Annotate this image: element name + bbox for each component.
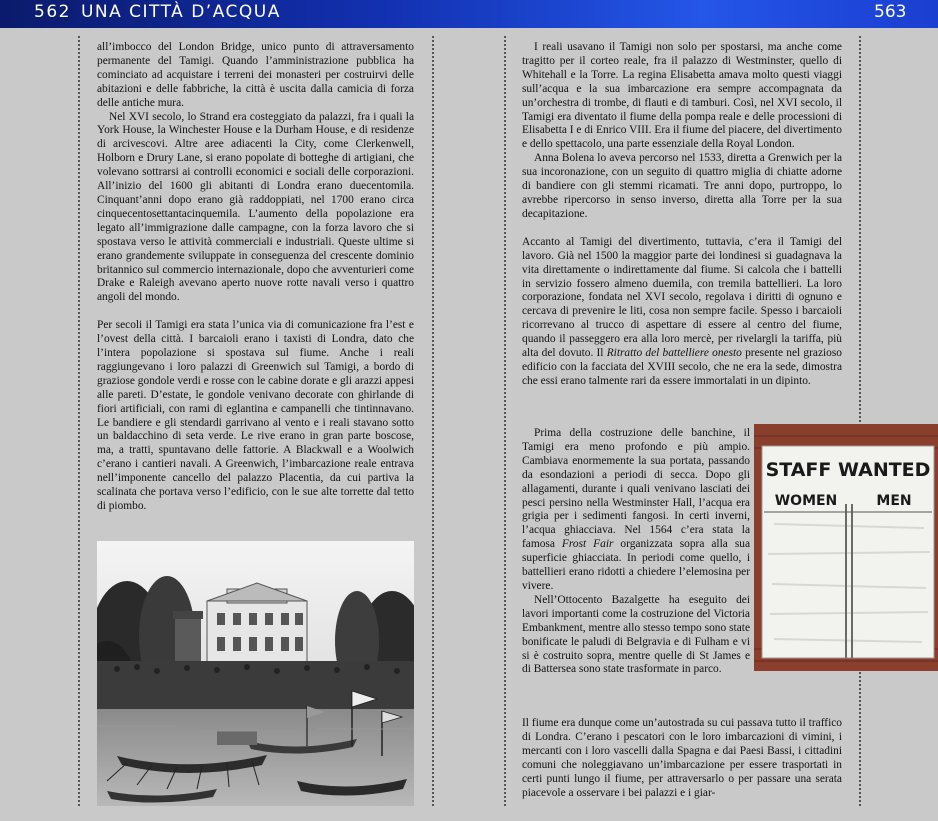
right-outer-rule: [859, 36, 861, 806]
engraving-illustration: [97, 541, 414, 806]
text-span: organizzata sopra alla sua superficie ghiacciata. In periodi come quello, i battellieri erano ridotti a chiedere l’elemosina per vivere.: [522, 538, 751, 592]
sign-line-1: STAFF WANTED: [765, 459, 931, 481]
sign-women: WOMEN: [774, 493, 838, 509]
staff-wanted-sign: [754, 424, 938, 671]
text-span: Prima della costruzione delle banchine, il Tamigi era meno profondo e più ampio. Cambiava enormemente la sua portata, passando da esondazioni a periodi di secca. Dopo gli allagamenti, durante i quali venivano lasciati dei pesci persino nella Westminster Hall, l’acqua era grigia per i sedimenti fangosi. In certi inverni, l’acqua ghiacciava. Nel 1564 c’era stata la famosa: [522, 427, 750, 551]
left-header: [34, 2, 281, 22]
paragraph: all’imbocco del London Bridge, unico punto di attraversamento permanente del Tamigi. Quando l’amministrazione pubblica ha cominciato ad acquistare i terreni dei monasteri per costruirvi delle abitazioni e delle fabbriche, la città è uscita dalla camicia di forza delle antiche mura.: [97, 41, 414, 109]
left-outer-rule: [78, 36, 80, 806]
text-span: presente nel grazioso edificio con la facciata del XVIII secolo, che ne era la sede, dimostra che essi erano talmente rari da essere immortalati in un dipinto.: [522, 347, 842, 387]
left-text-column: [97, 41, 414, 514]
right-text-narrow: [522, 427, 750, 677]
paragraph-embankment: [522, 427, 750, 594]
paragraph-boatmen: [522, 236, 842, 389]
right-inner-rule: [504, 36, 506, 806]
header-band: [0, 0, 938, 28]
italic-title: Ritratto del battelliere onesto: [606, 347, 742, 360]
paragraph: I reali usavano il Tamigi non solo per spostarsi, ma anche come tragitto per il corteo reale, fra il palazzo di Westminster, quello di Whitehall e la Torre. La regina Elisabetta amava molto questi viaggi sull’acqua e la sua imbarcazione era sempre accompagnata da un’orchestra di trombe, di flauti e di tamburi. Così, nel XVI secolo, il Tamigi era diventato il fiume della pompa reale e delle processioni di Elisabetta I e di Enrico VIII. Era il fiume del piacere, del divertimento e dello spettacolo, una parte essenziale della Royal London.: [522, 41, 842, 151]
section-title: UNA CITTÀ D’ACQUA: [80, 2, 281, 22]
right-page-number: 563: [874, 2, 907, 22]
sign-men: MEN: [876, 493, 912, 509]
regatta-engraving: [97, 541, 414, 806]
left-page-number: 562: [34, 2, 71, 22]
left-inner-rule: [432, 36, 434, 806]
text-span: Accanto al Tamigi del divertimento, tuttavia, c’era il Tamigi del lavoro. Già nel 1500 la maggior parte dei londinesi si guadagnava la vita direttamente o indirettamente dal fiume. Si calcola che i battelli in servizio fossero almeno duemila, con tremila battellieri. La loro corporazione, fondata nel XVI secolo, regolava i diritti di ognuno e cercava di prevenire le liti, cosa non sempre facile. Spesso i barcaioli ricorrevano al trucco di aspettare di essere al centro del fiume, quando il passeggero era alla loro mercè, per rivelargli la tariffa, più alta del dovuto. Il: [522, 235, 842, 360]
staff-wanted-photo: [754, 424, 938, 671]
right-text-bottom: [522, 717, 842, 800]
right-text-top: [522, 41, 842, 389]
paragraph: Il fiume era dunque come un’autostrada su cui passava tutto il traffico di Londra. C’erano i pescatori con le loro imbarcazioni di vimini, i mercanti con i loro vascelli dalla Spagna e dai Paesi Bassi, i cittadini comuni che noleggiavano un’imbarcazione per essere trasportati in certi punti lungo il fiume, per attraversarlo o per passare una serata piacevole a osservare i bei palazzi e i giar-: [522, 717, 842, 799]
paragraph: Nell’Ottocento Bazalgette ha eseguito dei lavori importanti come la costruzione del Victoria Embankment, mentre allo stesso tempo sono state bonificate le paludi di Belgravia e di Fulham e vi si è costruito sopra, mentre quelle di St James e di Battersea sono state trasformate in parco.: [522, 593, 750, 676]
italic-title: Frost Fair: [561, 538, 614, 551]
paragraph: Per secoli il Tamigi era stata l’unica via di comunicazione fra l’est e l’ovest della città. I barcaioli erano i taxisti di Londra, dato che l’intera popolazione si spostava sul fiume. Anche i reali raggiungevano i loro palazzi di Greenwich sul Tamigi, a bordo di graziose gondole verdi e rosse con le cabine dorate e gli arazzi appesi alle pareti. D’estate, le gondole venivano decorate con ghirlande di fiori artificiali, con rami di eglantina e campanelli che tintinnavano. Le bandiere e gli stendardi garrivano al vento e i reali stavano sotto un baldacchino di seta verde. Le rive erano in gran parte boscose, ma, a tratti, spuntavano delle fattorie. A Blackwall e a Woolwich c’erano i cantieri navali. A Greenwich, l’imbarcazione reale entrava nell’imponente cancello del palazzo Placentia, da cui partiva la scalinata che portava verso l’edificio, con le sue alte torrette dal tetto di piombo.: [97, 319, 414, 512]
paragraph: Anna Bolena lo aveva percorso nel 1533, diretta a Grenwich per la sua incoronazione, con un seguito di quattro miglia di chiatte adorne di bandiere con gli stemmi ricamati. Tre anni dopo, purtroppo, lo avrebbe ripercorso in senso inverso, diretta alla Torre per la sua decapitazione.: [522, 152, 842, 220]
paragraph: Nel XVI secolo, lo Strand era costeggiato da palazzi, fra i quali la York House, la Winchester House e la Durham House, e di residenze di arcivescovi. Altre aree adiacenti la City, come Clerkenwell, Holborn e Drury Lane, si erano popolate di botteghe di artigiani, che volevano sottrarsi ai controlli economici e sociali delle corporazioni. All’inizio del 1600 gli abitanti di Londra erano duecentomila. Cinquant’anni dopo erano già raddoppiati, nel 1700 erano circa cinquecentosettantacinquemila. L’aumento della popolazione era legato all’immigrazione dalle campagne, con la forza lavoro che si spostava verso le attività commerciali e industriali. Queste ultime si erano grandemente sviluppate in conseguenza del crescente dominio britannico sul commercio internazionale, dopo che avventurieri come Drake e Raleigh avevano aperto nuove rotte navali verso i quattro angoli del mondo.: [97, 110, 414, 304]
